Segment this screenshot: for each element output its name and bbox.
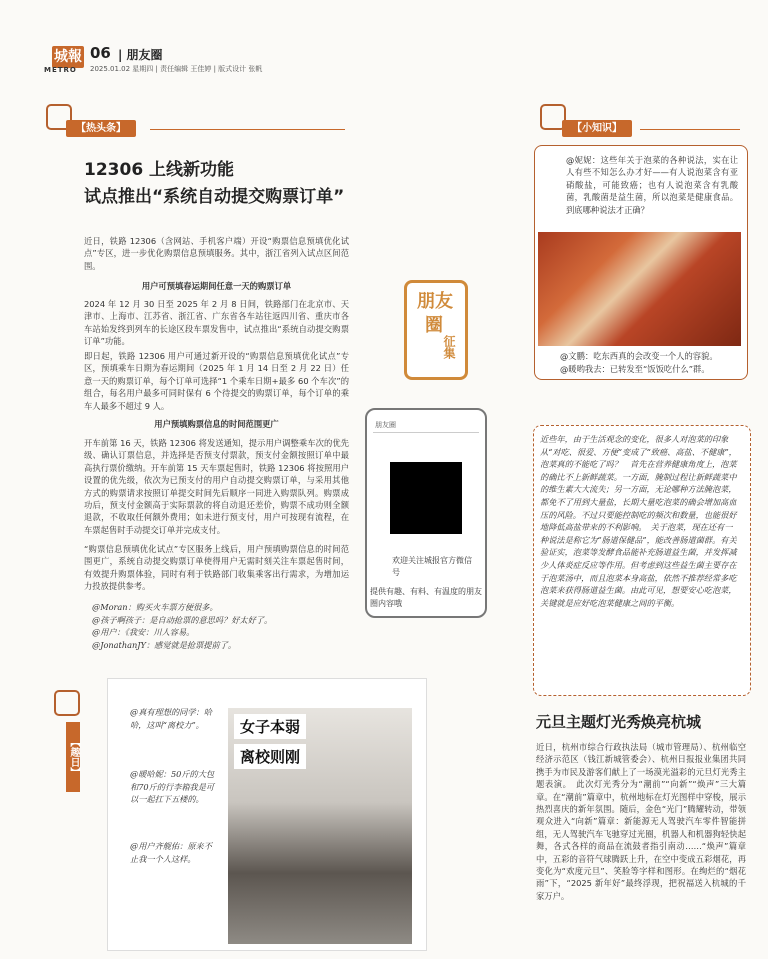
- newspaper-logo: 城報: [52, 46, 84, 68]
- fun-comment-1: @真有理想的同学：哈哈，这叫“离校力”。: [130, 707, 212, 730]
- tag-divider: [640, 129, 740, 130]
- hot-news-tag: 【热头条】: [66, 120, 136, 137]
- tag-icon: [54, 690, 80, 716]
- badge-text-1: 朋友: [417, 291, 453, 312]
- knowledge-reply-1: @文鹏：吃东西真的会改变一个人的容貌。: [560, 351, 718, 361]
- hot-news-title-1: 12306 上线新功能: [84, 160, 235, 180]
- fun-comment-3: @用户齐舰佑：原来不止我一个人这样。: [130, 841, 212, 864]
- knowledge-tag: 【小知识】: [562, 120, 632, 137]
- hot-news-title-2: 试点推出“系统自动提交购票订单”: [84, 187, 345, 207]
- page-number: 06: [90, 44, 111, 62]
- lights-text: 近日，杭州市综合行政执法局（城市管理局）、杭州临空经济示范区（钱江新城管委会）、杭州日报报业集团共同携手为市民及游客们献上了一场漠光溢彩的元旦灯光秀主题表演。 此次灯光秀分为“潮前”“向新”“焕声”三大篇章。在“潮前”篇章中，杭州地标在灯光图样中穿梭，展示热烈喜庆的新年氛围。随后，金色“光门”腾耀转动，带领观众进入“向新”篇章：新能源无人驾驶汽车零件智能拼组，无人驾驶汽车飞驰穿过光圈，机器人和机器狗轻快起舞，各式各样的商品在流鼓者指引南动……“焕声”篇章中，五彩的音符气球腾跃上升，在空中变成五彩烟花，再变化为“欢度元旦”、笑脸等字样和图形。在绚烂的“烟花雨”下，“2025 新年好”最终浮现，把祝福送入杭城的千家万户。: [536, 742, 746, 901]
- fun-comment-2: @暖哈妮：50斤的大包和70斤的行李箱我是可以一起扛下五楼的。: [130, 769, 215, 805]
- hot-news-paragraph-1: 2024 年 12 月 30 日至 2025 年 2 月 8 日间，铁路部门在北京市、天津市、上海市、江苏省、浙江省、广东省各车站往返四川省、重庆市各车站始发终到列车的长途区段车票发售中，试点推出“系统自动提交购票订单”功能。: [84, 299, 349, 347]
- knowledge-answer: 近些年，由于生活观念的变化，很多人对泡菜的印象从“对吃、很爱、方便”变成了“致癌、高盐、不健康”，泡菜真的不能吃了吗？ 首先在营养健康角度上，泡菜的确比不上新鲜蔬菜。一方面，腌制过程让新鲜蔬菜中的维生素大大流失；另一方面，无论哪种方法腌泡菜，都免不了用到大量盐，长期大量吃泡菜的确会增加高血压的风险。不过只要能控制吃的频次和数量，也能很好地降低高盐带来的不利影响。 关于泡菜，现在还有一种说法是称它为“肠道保健品”，能改善肠道菌群。有关验证实，泡菜等发酵食品能补充肠道益生菌，并发挥减少人体炎症反应等作用。但考虑到这些益生菌主要存在于泡菜汤中，而且泡菜本身高盐，依然不推荐经常多吃泡菜来获得肠道益生菌。由此可见，想要安心吃泡菜，关键就是应好吃泡菜健康之间的平衡。: [540, 434, 737, 608]
- hot-news-intro: 近日，铁路 12306（含网站、手机客户端）开设“购票信息预填优化试点”专区，进一步优化购票信息预填服务。其中，浙江省列入试点区间范围。: [84, 236, 349, 271]
- kimchi-photo: [538, 232, 741, 346]
- knowledge-question: @妮妮：这些年关于泡菜的各种说法，实在让人有些不知怎么办才好——有人说泡菜含有亚硝酸盐，可能致癌；也有人说泡菜含有乳酸菌，乳酸菌是益生菌，所以泡菜是健康食品。到底哪种说法才正确？: [566, 155, 738, 215]
- promo-caption-2: 提供有趣、有料、有温度的朋友圈内容哦: [370, 587, 482, 608]
- hot-news-paragraph-2: 即日起，铁路 12306 用户可通过新开设的“购票信息预填优化试点”专区，预填乘车日期为春运期间（2025 年 1 月 14 日至 2 月 22 日）任意一天的购票订单，每个订单可选择“1 个乘车日期+最多 60 个车次”的组合，每名用户最多可同时保有 6 个待提交的购票订单，每个订单的乘车人最多不超过 9 人。: [84, 351, 349, 411]
- credits-line: 2025.01.02 星期四 | 责任编辑 王佳婷 | 版式设计 张帆: [90, 65, 263, 73]
- badge-text-3: 征集: [442, 335, 456, 359]
- hot-news-comments: [92, 601, 352, 651]
- comment: @用户：《我安：川人容易。: [92, 627, 195, 638]
- lights-title: 元旦主题灯光秀焕亮杭城: [536, 713, 702, 731]
- phone-header: 朋友圈: [375, 421, 396, 429]
- hot-news-subhead-1: 用户可预填春运期间任意一天的购票订单: [141, 281, 292, 291]
- section-title: | 朋友圈: [118, 48, 163, 62]
- comment: @孩子啊孩子：是自动抢票的意思吗？好太好了。: [92, 614, 273, 625]
- knowledge-reply-2: @暖哟我去：已转发至“饭饭吃什么”群。: [560, 364, 710, 374]
- friend-circle-badge: [404, 280, 468, 380]
- badge-text-2: 圈: [425, 315, 443, 336]
- hot-news-subhead-2: 用户预填购票信息的时间范围更广: [154, 419, 279, 429]
- qr-code-icon[interactable]: [390, 462, 462, 534]
- comment: @JonathanJY：感觉就是抢票提前了。: [92, 639, 237, 650]
- phone-divider: [373, 432, 479, 433]
- promo-caption: 欢迎关注城报官方微信号: [392, 556, 472, 577]
- fun-tag: 【趣日】: [66, 722, 80, 792]
- photo-title-1: 女子本弱: [234, 714, 306, 739]
- newspaper-logo-sub: METRO: [44, 66, 77, 74]
- hot-news-paragraph-3: 开车前第 16 天，铁路 12306 将发送通知，提示用户调整乘车次的优先级、确认订票信息，并选择是否预支付票款，预支付金额按照订单中最高执行票价缴纳。开车前第 15 天车票起售时，铁路 12306 将按照用户设置的优先级，依次为已预支付的用户自动提交购票订单，与采用其他方式的购票请求按照订单提交时间先后顺序一同进入购票队列。购票成功后，预支付金额高于实际票款的将自动退还差价，购票不成功则全额退款，不收取任何额外费用；如未进行预支付，用户可按现有流程，在车票起售时手动提交订单并完成支付。: [84, 438, 349, 535]
- photo-title-2: 离校则刚: [234, 744, 306, 769]
- comment: @Moran：购买火车票方便很多。: [92, 602, 218, 612]
- hot-news-paragraph-4: “购票信息预填优化试点”专区服务上线后，用户预填购票信息的时间范围更广，系统自动提交购票订单使得用户无需时刻关注车票起售时间，有效提升购票体验，同时有利于铁路部门收集乘客出行需求，为增加运力投放提供参考。: [84, 544, 349, 592]
- tag-divider: [150, 129, 345, 130]
